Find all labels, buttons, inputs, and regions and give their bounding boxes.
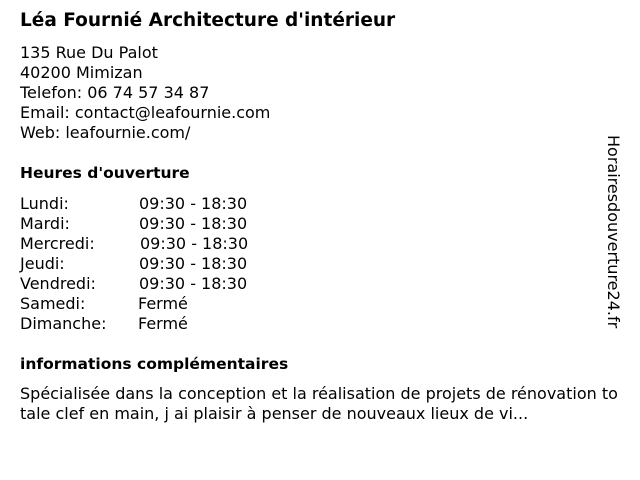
hours-row-friday <box>20 274 320 294</box>
hours-row-wednesday <box>20 234 320 254</box>
street-address: 135 Rue Du Palot <box>20 43 158 62</box>
day-label: Samedi: <box>20 294 86 313</box>
hours-row-monday <box>20 194 320 214</box>
time-range: Fermé <box>138 314 188 333</box>
opening-hours-table <box>20 194 320 334</box>
time-range: 09:30 - 18:30 <box>139 274 248 293</box>
day-label: Mardi: <box>20 214 70 233</box>
day-label: Lundi: <box>20 194 69 213</box>
time-range: 09:30 - 18:30 <box>139 194 248 213</box>
hours-row-sunday <box>20 314 320 334</box>
day-label: Jeudi: <box>20 254 65 273</box>
hours-row-thursday <box>20 254 320 274</box>
time-range: 09:30 - 18:30 <box>140 234 249 253</box>
business-name: Léa Fournié Architecture d'intérieur <box>20 10 396 31</box>
day-label: Mercredi: <box>20 234 95 253</box>
phone-number: Telefon: 06 74 57 34 87 <box>20 83 210 102</box>
additional-info-heading: informations complémentaires <box>20 355 289 373</box>
email-address: Email: contact@leafournie.com <box>20 103 271 122</box>
time-range: 09:30 - 18:30 <box>139 254 248 273</box>
day-label: Dimanche: <box>20 314 107 333</box>
business-description: Spécialisée dans la conception et la réalisation de projets de rénovation totale clef en main, j ai plaisir à penser de nouveaux lieux de vi... <box>20 384 618 423</box>
hours-row-tuesday <box>20 214 320 234</box>
contact-block <box>20 43 270 143</box>
website: Web: leafournie.com/ <box>20 123 191 142</box>
time-range: Fermé <box>138 294 188 313</box>
city-postcode: 40200 Mimizan <box>20 63 143 82</box>
site-watermark: Horairesdouverture24.fr <box>604 135 623 329</box>
hours-row-saturday <box>20 294 320 314</box>
time-range: 09:30 - 18:30 <box>139 214 248 233</box>
opening-hours-heading: Heures d'ouverture <box>20 164 190 182</box>
day-label: Vendredi: <box>20 274 96 293</box>
